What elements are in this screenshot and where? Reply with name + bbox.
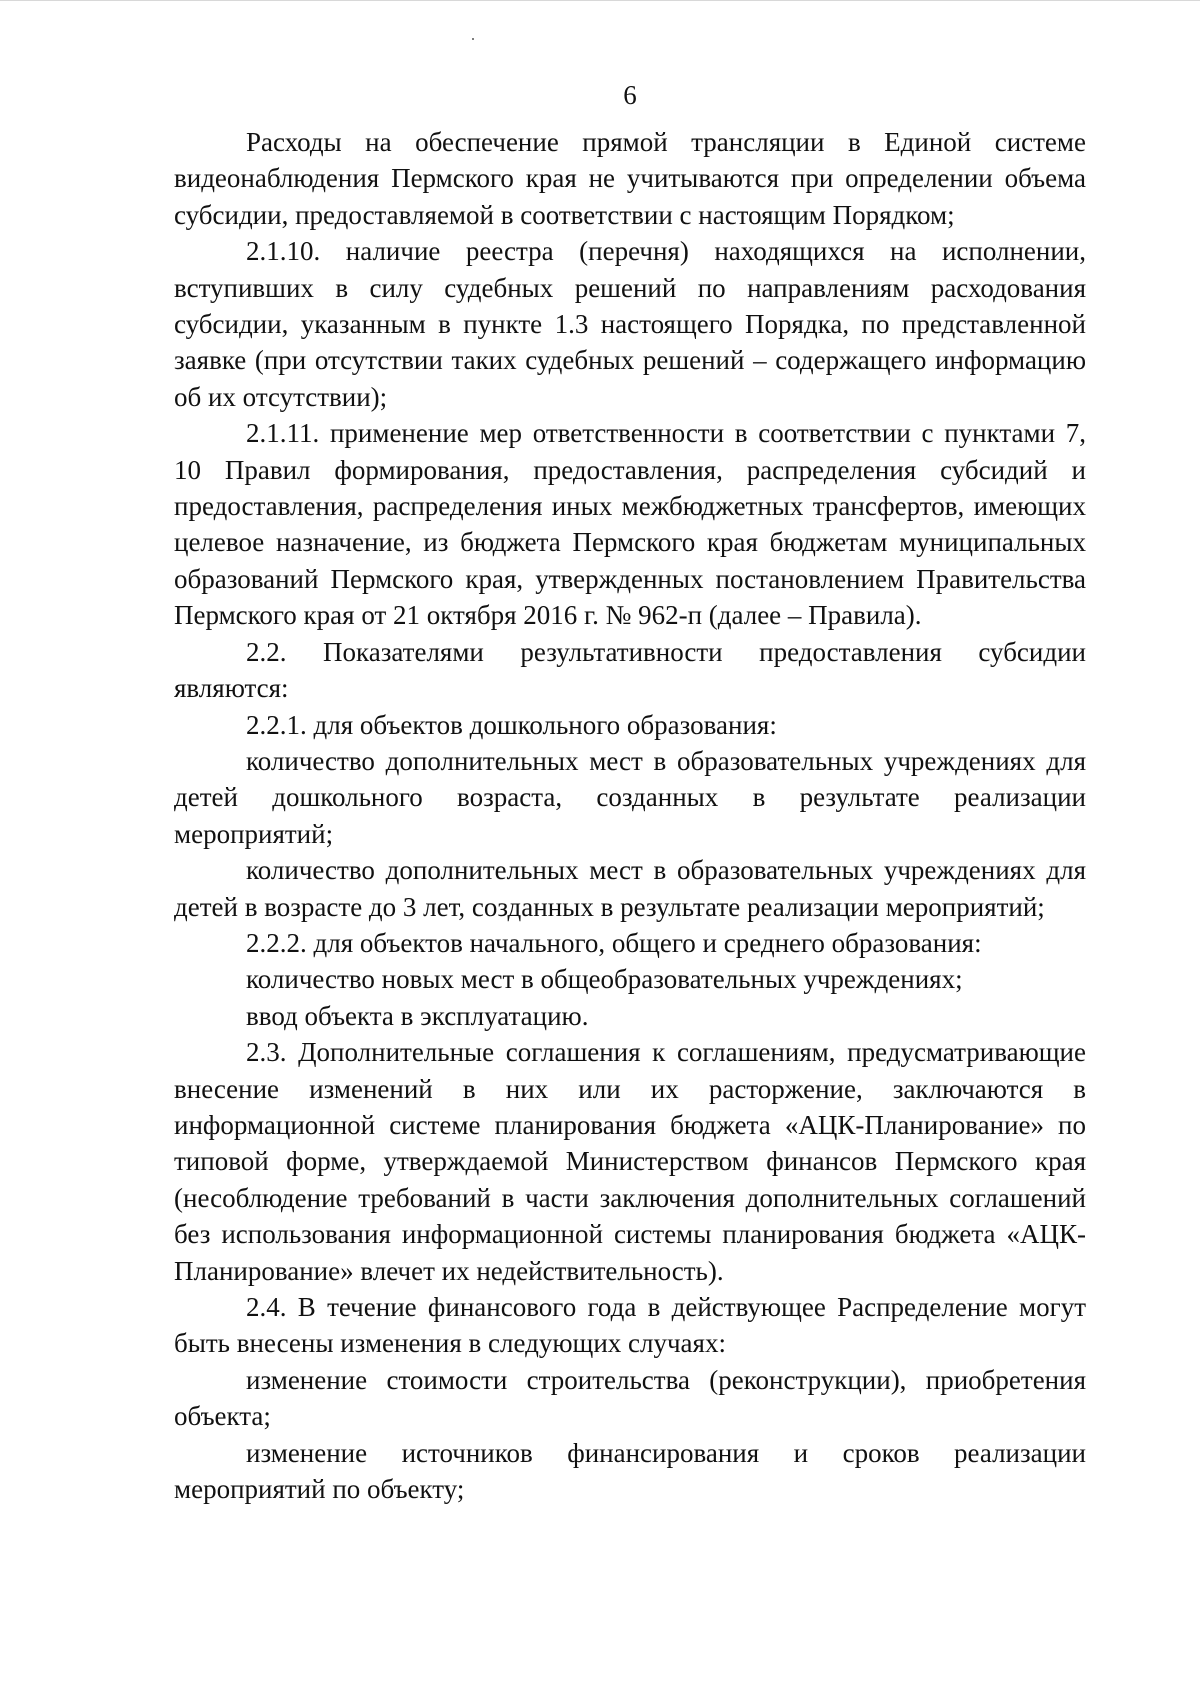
scan-speck	[472, 38, 474, 40]
paragraph-preschool-places: количество дополнительных мест в образовательных учреждениях для детей дошкольного возраста, созданных в результате реализации мероприятий;	[174, 745, 1086, 849]
paragraph-2-2-1: 2.2.1. для объектов дошкольного образования:	[246, 709, 777, 740]
document-body	[174, 124, 1086, 1507]
paragraph-2-1-10: 2.1.10. наличие реестра (перечня) находящихся на исполнении, вступивших в силу судебных решений по направлениям расходования субсидии, указанным в пункте 1.3 настоящего Порядка, по представленной заявке (при отсутствии таких судебных решений – содержащего информацию об их отсутствии);	[174, 236, 1086, 412]
page-number: 6	[623, 80, 637, 110]
paragraph-new-school-places: количество новых мест в общеобразовательных учреждениях;	[246, 964, 963, 995]
paragraph-broadcast-costs: Расходы на обеспечение прямой трансляции в Единой системе видеонаблюдения Пермского края не учитываются при определении объема субсидии, предоставляемой в соответствии с настоящим Порядком;	[174, 127, 1086, 230]
paragraph-funding-change: изменение источников финансирования и сроков реализации мероприятий по объекту;	[174, 1437, 1086, 1505]
scan-top-edge	[0, 0, 1200, 1]
paragraph-2-1-11: 2.1.11. применение мер ответственности в соответствии с пунктами 7, 10 Правил формирования, предоставления, распределения субсидий и предоставления, распределения иных межбюджетных трансфертов, имеющих целевое назначение, из бюджета Пермского края бюджетам муниципальных образований Пермского края, утвержденных постановлением Правительства Пермского края от 21 октября 2016 г. № 962-п (далее – Правила).	[174, 418, 1086, 631]
paragraph-2-4: 2.4. В течение финансового года в действующее Распределение могут быть внесены изменения в следующих случаях:	[174, 1292, 1086, 1359]
paragraph-2-2: 2.2. Показателями результативности предоставления субсидии являются:	[174, 636, 1086, 704]
paragraph-cost-change: изменение стоимости строительства (реконструкции), приобретения объекта;	[174, 1364, 1086, 1432]
paragraph-commissioning: ввод объекта в эксплуатацию.	[246, 1000, 589, 1031]
paragraph-2-3: 2.3. Дополнительные соглашения к соглашениям, предусматривающие внесение изменений в них или их расторжение, заключаются в информационной системе планирования бюджета «АЦК-Планирование» по типовой форме, утверждаемой Министерством финансов Пермского края (несоблюдение требований в части заключения дополнительных соглашений без использования информационной системы планирования бюджета «АЦК-Планирование» влечет их недействительность).	[174, 1037, 1086, 1286]
paragraph-2-2-2: 2.2.2. для объектов начального, общего и среднего образования:	[246, 927, 982, 958]
paragraph-under-3-places: количество дополнительных мест в образовательных учреждениях для детей в возрасте до 3 лет, созданных в результате реализации мероприятий;	[174, 855, 1086, 922]
